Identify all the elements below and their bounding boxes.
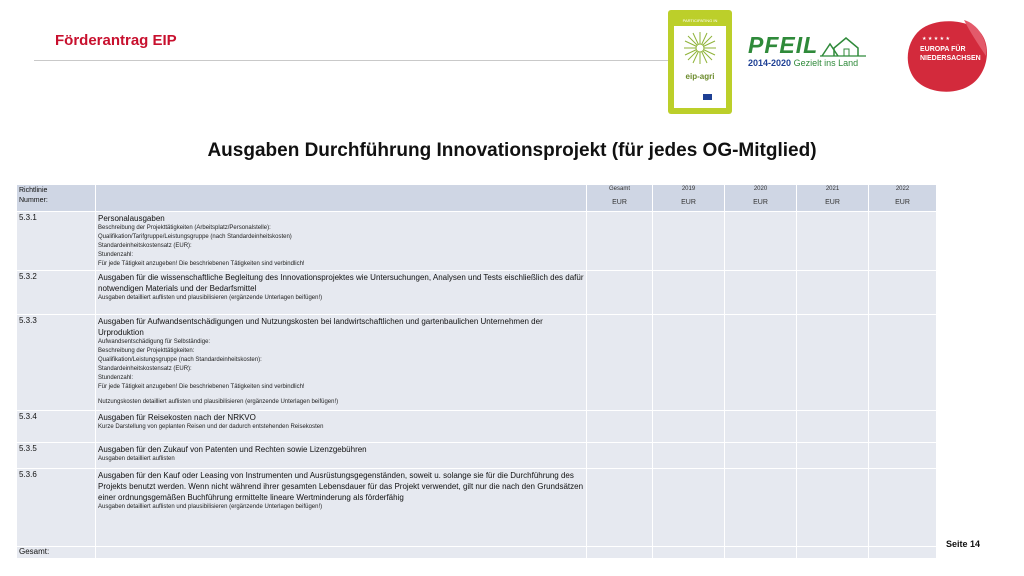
col-unit: EUR xyxy=(895,199,910,206)
amount-cell[interactable] xyxy=(725,271,797,315)
row-note: Nutzungskosten detailliert auflisten und plausibilisieren (ergänzende Unterlagen beifügen!) xyxy=(98,399,339,405)
row-number: 5.3.4 xyxy=(17,411,96,443)
total-cell[interactable] xyxy=(653,547,725,559)
header-col-2019 xyxy=(653,185,725,212)
row-number: 5.3.5 xyxy=(17,443,96,469)
table-row xyxy=(17,271,937,315)
amount-cell[interactable] xyxy=(797,469,869,547)
col-unit: EUR xyxy=(825,199,840,206)
header-guideline-label: Richtlinie xyxy=(19,187,48,194)
amount-cell[interactable] xyxy=(653,315,725,411)
amount-cell[interactable] xyxy=(797,212,869,271)
row-note: Stundenzahl: xyxy=(98,375,134,381)
row-note: Beschreibung der Projekttätigkeiten: xyxy=(98,348,195,354)
row-number: 5.3.3 xyxy=(17,315,96,411)
amount-cell[interactable] xyxy=(869,315,937,411)
amount-cell[interactable] xyxy=(587,443,653,469)
expense-table xyxy=(16,184,937,559)
amount-cell[interactable] xyxy=(797,271,869,315)
row-note: Für jede Tätigkeit anzugeben! Die beschriebenen Tätigkeiten sind verbindlich! xyxy=(98,261,305,267)
row-note: Aufwandsentschädigung für Selbständige: xyxy=(98,339,211,345)
amount-cell[interactable] xyxy=(587,469,653,547)
header-divider xyxy=(34,60,674,61)
total-label: Gesamt: xyxy=(17,547,96,559)
total-cell[interactable] xyxy=(869,547,937,559)
farmhouse-icon xyxy=(820,34,866,58)
header-guideline-number xyxy=(17,185,96,212)
row-description xyxy=(96,469,587,547)
row-description xyxy=(96,271,587,315)
table-header-row xyxy=(17,185,937,212)
amount-cell[interactable] xyxy=(725,315,797,411)
row-note: Ausgaben detailliert auflisten xyxy=(98,456,175,462)
amount-cell[interactable] xyxy=(587,212,653,271)
col-unit: EUR xyxy=(753,199,768,206)
header-description xyxy=(96,185,587,212)
pfeil-tagline xyxy=(748,58,858,68)
amount-cell[interactable] xyxy=(797,411,869,443)
pfeil-wordmark: PFEIL xyxy=(748,32,819,58)
col-unit: EUR xyxy=(612,199,627,206)
pfeil-logo xyxy=(748,32,868,72)
row-note: Beschreibung der Projekttätigkeiten (Arbeitsplatz/Personalstelle): xyxy=(98,225,271,231)
row-note: Qualifikation/Tarifgruppe/Leistungsgruppe (nach Standardeinheitskosten) xyxy=(98,234,292,240)
row-note: Kurze Darstellung von geplanten Reisen und der dadurch entstehenden Reisekosten xyxy=(98,424,324,430)
header-col-2021 xyxy=(797,185,869,212)
row-note: Stundenzahl: xyxy=(98,252,134,258)
table-row xyxy=(17,411,937,443)
amount-cell[interactable] xyxy=(869,212,937,271)
amount-cell[interactable] xyxy=(869,469,937,547)
header-col-2020 xyxy=(725,185,797,212)
europa-line1: EUROPA FÜR xyxy=(920,46,966,53)
amount-cell[interactable] xyxy=(653,271,725,315)
eu-flag-icon xyxy=(703,94,712,100)
total-description xyxy=(96,547,587,559)
row-note: Standardeinheitskostensatz (EUR): xyxy=(98,243,192,249)
amount-cell[interactable] xyxy=(653,469,725,547)
table-row xyxy=(17,212,937,271)
amount-cell[interactable] xyxy=(653,212,725,271)
amount-cell[interactable] xyxy=(869,411,937,443)
table-row xyxy=(17,315,937,411)
row-note: Qualifikation/Leistungsgruppe (nach Standardeinheitskosten): xyxy=(98,357,262,363)
row-main-text: Ausgaben für den Zukauf von Patenten und Rechten sowie Lizenzgebühren xyxy=(98,445,367,454)
eip-logo-caption: PARTICIPATING IN xyxy=(674,16,726,26)
amount-cell[interactable] xyxy=(587,411,653,443)
total-cell[interactable] xyxy=(587,547,653,559)
row-note: Ausgaben detailliert auflisten und plausibilisieren (ergänzende Unterlagen beifügen!) xyxy=(98,504,323,510)
row-note: Ausgaben detailliert auflisten und plausibilisieren (ergänzende Unterlagen beifügen!) xyxy=(98,295,323,301)
eip-logo-name: eip-agri xyxy=(685,72,715,81)
total-row xyxy=(17,547,937,559)
amount-cell[interactable] xyxy=(725,443,797,469)
col-label: 2022 xyxy=(895,186,910,192)
amount-cell[interactable] xyxy=(653,443,725,469)
svg-text:★ ★ ★ ★ ★: ★ ★ ★ ★ ★ xyxy=(922,36,950,42)
amount-cell[interactable] xyxy=(725,469,797,547)
header-col-total xyxy=(587,185,653,212)
header-number-label: Nummer: xyxy=(19,197,48,204)
amount-cell[interactable] xyxy=(869,443,937,469)
table-row xyxy=(17,469,937,547)
row-main-text: Ausgaben für den Kauf oder Leasing von Instrumenten und Ausrüstungsgegenständen, soweit u. solange sie für die Durchführung des Projekts benutzt werden. Wenn nicht während ihrer gesamten Lebensdauer für das Projekt verwendet, gilt nur die nach den Grundsätzen einer ordnungsgemäßen Buchführung ermittelte lineare Wertminderung als förderfähig xyxy=(98,471,584,502)
row-main-text: Ausgaben für die wissenschaftliche Begleitung des Innovationsprojektes wie Untersuchungen, Analysen und Tests eischließlich des dafür notwendigen Materials und der Bedarfsmittel xyxy=(98,273,584,293)
total-cell[interactable] xyxy=(725,547,797,559)
document-title: Förderantrag EIP xyxy=(55,32,177,49)
page-heading: Ausgaben Durchführung Innovationsprojekt (für jedes OG-Mitglied) xyxy=(207,140,817,161)
row-number: 5.3.2 xyxy=(17,271,96,315)
pfeil-slogan: Gezielt ins Land xyxy=(793,58,859,68)
amount-cell[interactable] xyxy=(797,315,869,411)
col-unit: EUR xyxy=(681,199,696,206)
row-main-text: Personalausgaben xyxy=(98,214,165,223)
europa-logo-text xyxy=(920,45,990,63)
row-number: 5.3.1 xyxy=(17,212,96,271)
eip-agri-logo xyxy=(668,10,732,114)
row-note: Standardeinheitskostensatz (EUR): xyxy=(98,366,192,372)
row-description xyxy=(96,443,587,469)
row-description xyxy=(96,411,587,443)
europa-line2: NIEDERSACHSEN xyxy=(920,55,981,62)
col-label: Gesamt xyxy=(608,186,630,192)
row-note: Für jede Tätigkeit anzugeben! Die beschriebenen Tätigkeiten sind verbindlich! xyxy=(98,384,305,390)
col-label: 2021 xyxy=(825,186,840,192)
row-description xyxy=(96,315,587,411)
amount-cell[interactable] xyxy=(725,212,797,271)
amount-cell[interactable] xyxy=(653,411,725,443)
eip-burst-icon xyxy=(682,30,718,66)
amount-cell[interactable] xyxy=(797,443,869,469)
row-main-text: Ausgaben für Reisekosten nach der NRKVO xyxy=(98,413,256,422)
row-description xyxy=(96,212,587,271)
row-main-text: Ausgaben für Aufwandsentschädigungen und Nutzungskosten bei landwirtschaftlichen und gartenbaulichen Unternehmen der Urproduktion xyxy=(98,317,543,337)
col-label: 2020 xyxy=(753,186,768,192)
header-col-2022 xyxy=(869,185,937,212)
table-row xyxy=(17,443,937,469)
col-label: 2019 xyxy=(681,186,696,192)
row-number: 5.3.6 xyxy=(17,469,96,547)
amount-cell[interactable] xyxy=(587,271,653,315)
page-number: Seite 14 xyxy=(946,539,981,549)
amount-cell[interactable] xyxy=(725,411,797,443)
total-cell[interactable] xyxy=(797,547,869,559)
pfeil-years: 2014-2020 xyxy=(748,58,792,68)
amount-cell[interactable] xyxy=(587,315,653,411)
amount-cell[interactable] xyxy=(869,271,937,315)
